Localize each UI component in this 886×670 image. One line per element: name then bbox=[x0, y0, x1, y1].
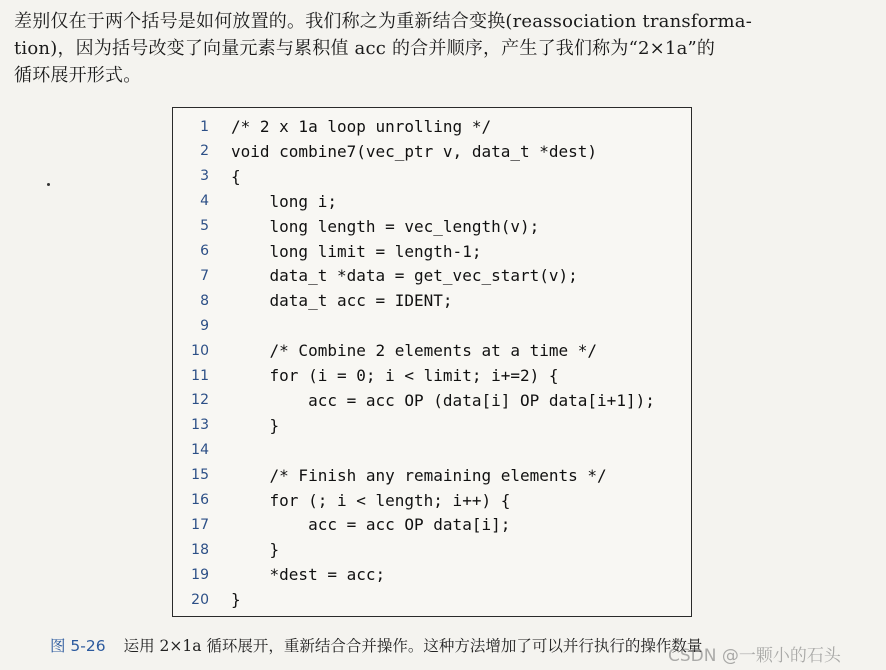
code-listing bbox=[172, 107, 692, 617]
line-number: 8 bbox=[200, 292, 209, 309]
figure-caption bbox=[50, 634, 702, 656]
code-text: /* Finish any remaining elements */ bbox=[231, 465, 607, 485]
body-paragraph bbox=[14, 8, 876, 89]
line-number: 13 bbox=[191, 417, 209, 434]
stray-mark bbox=[47, 183, 50, 186]
code-line bbox=[173, 214, 539, 239]
watermark: CSDN @一颗小的石头 bbox=[668, 646, 841, 666]
code-text: } bbox=[231, 590, 241, 610]
code-text: { bbox=[231, 166, 241, 186]
line-number: 11 bbox=[191, 367, 209, 384]
code-line bbox=[173, 313, 231, 338]
line-number: 19 bbox=[191, 566, 209, 583]
line-number: 18 bbox=[191, 541, 209, 558]
code-line bbox=[173, 189, 337, 214]
line-number: 1 bbox=[200, 118, 209, 135]
code-text: long i; bbox=[231, 191, 337, 211]
figure-number: 图 5-26 bbox=[50, 637, 106, 655]
code-text: /* Combine 2 elements at a time */ bbox=[231, 341, 598, 361]
code-text: for (; i < length; i++) { bbox=[231, 490, 511, 510]
paragraph-line-2: tion)，因为括号改变了向量元素与累积值 acc 的合并顺序，产生了我们称为“2×1a”的 bbox=[14, 38, 716, 59]
code-text: data_t *data = get_vec_start(v); bbox=[231, 266, 578, 286]
code-text: } bbox=[231, 540, 280, 560]
code-line bbox=[173, 263, 578, 288]
code-text: acc = acc OP data[i]; bbox=[231, 515, 511, 535]
code-line bbox=[173, 164, 241, 189]
code-text: data_t acc = IDENT; bbox=[231, 291, 453, 311]
line-number: 16 bbox=[191, 492, 209, 508]
line-number: 12 bbox=[191, 392, 209, 409]
code-line bbox=[173, 463, 607, 488]
code-text: /* 2 x 1a loop unrolling */ bbox=[231, 117, 492, 136]
code-line bbox=[173, 139, 597, 164]
paragraph-line-1: 差别仅在于两个括号是如何放置的。我们称之为重新结合变换(reassociation transforma- bbox=[14, 11, 753, 32]
line-number: 20 bbox=[191, 591, 209, 608]
line-number: 4 bbox=[200, 193, 209, 210]
code-text: *dest = acc; bbox=[231, 565, 386, 585]
line-number: 17 bbox=[191, 516, 209, 533]
code-text: void combine7(vec_ptr v, data_t *dest) bbox=[231, 141, 598, 161]
code-line bbox=[173, 239, 481, 264]
code-text: } bbox=[231, 415, 280, 435]
line-number: 6 bbox=[200, 243, 209, 259]
code-line bbox=[173, 338, 597, 363]
code-line bbox=[173, 562, 385, 587]
code-line bbox=[173, 587, 241, 612]
line-number: 9 bbox=[200, 317, 209, 334]
line-number: 7 bbox=[200, 267, 209, 284]
code-line bbox=[173, 512, 510, 537]
line-number: 15 bbox=[191, 467, 209, 484]
code-line bbox=[173, 488, 510, 513]
line-number: 3 bbox=[200, 168, 209, 185]
line-number: 5 bbox=[200, 218, 209, 235]
code-text: acc = acc OP (data[i] OP data[i+1]); bbox=[231, 390, 655, 410]
line-number: 14 bbox=[191, 442, 209, 459]
caption-text: 运用 2×1a 循环展开，重新结合合并操作。这种方法增加了可以并行执行的操作数量 bbox=[123, 637, 703, 655]
code-line bbox=[173, 537, 279, 562]
code-text: for (i = 0; i < limit; i+=2) { bbox=[231, 366, 559, 385]
code-line bbox=[173, 114, 491, 139]
code-line bbox=[173, 363, 559, 388]
code-text: long limit = length-1; bbox=[231, 241, 482, 261]
code-line bbox=[173, 438, 231, 463]
code-line bbox=[173, 413, 279, 438]
paragraph-line-3: 循环展开形式。 bbox=[14, 65, 142, 86]
line-number: 2 bbox=[200, 143, 209, 160]
code-line bbox=[173, 288, 453, 313]
code-line bbox=[173, 388, 655, 413]
code-text: long length = vec_length(v); bbox=[231, 216, 540, 236]
line-number: 10 bbox=[191, 342, 209, 359]
